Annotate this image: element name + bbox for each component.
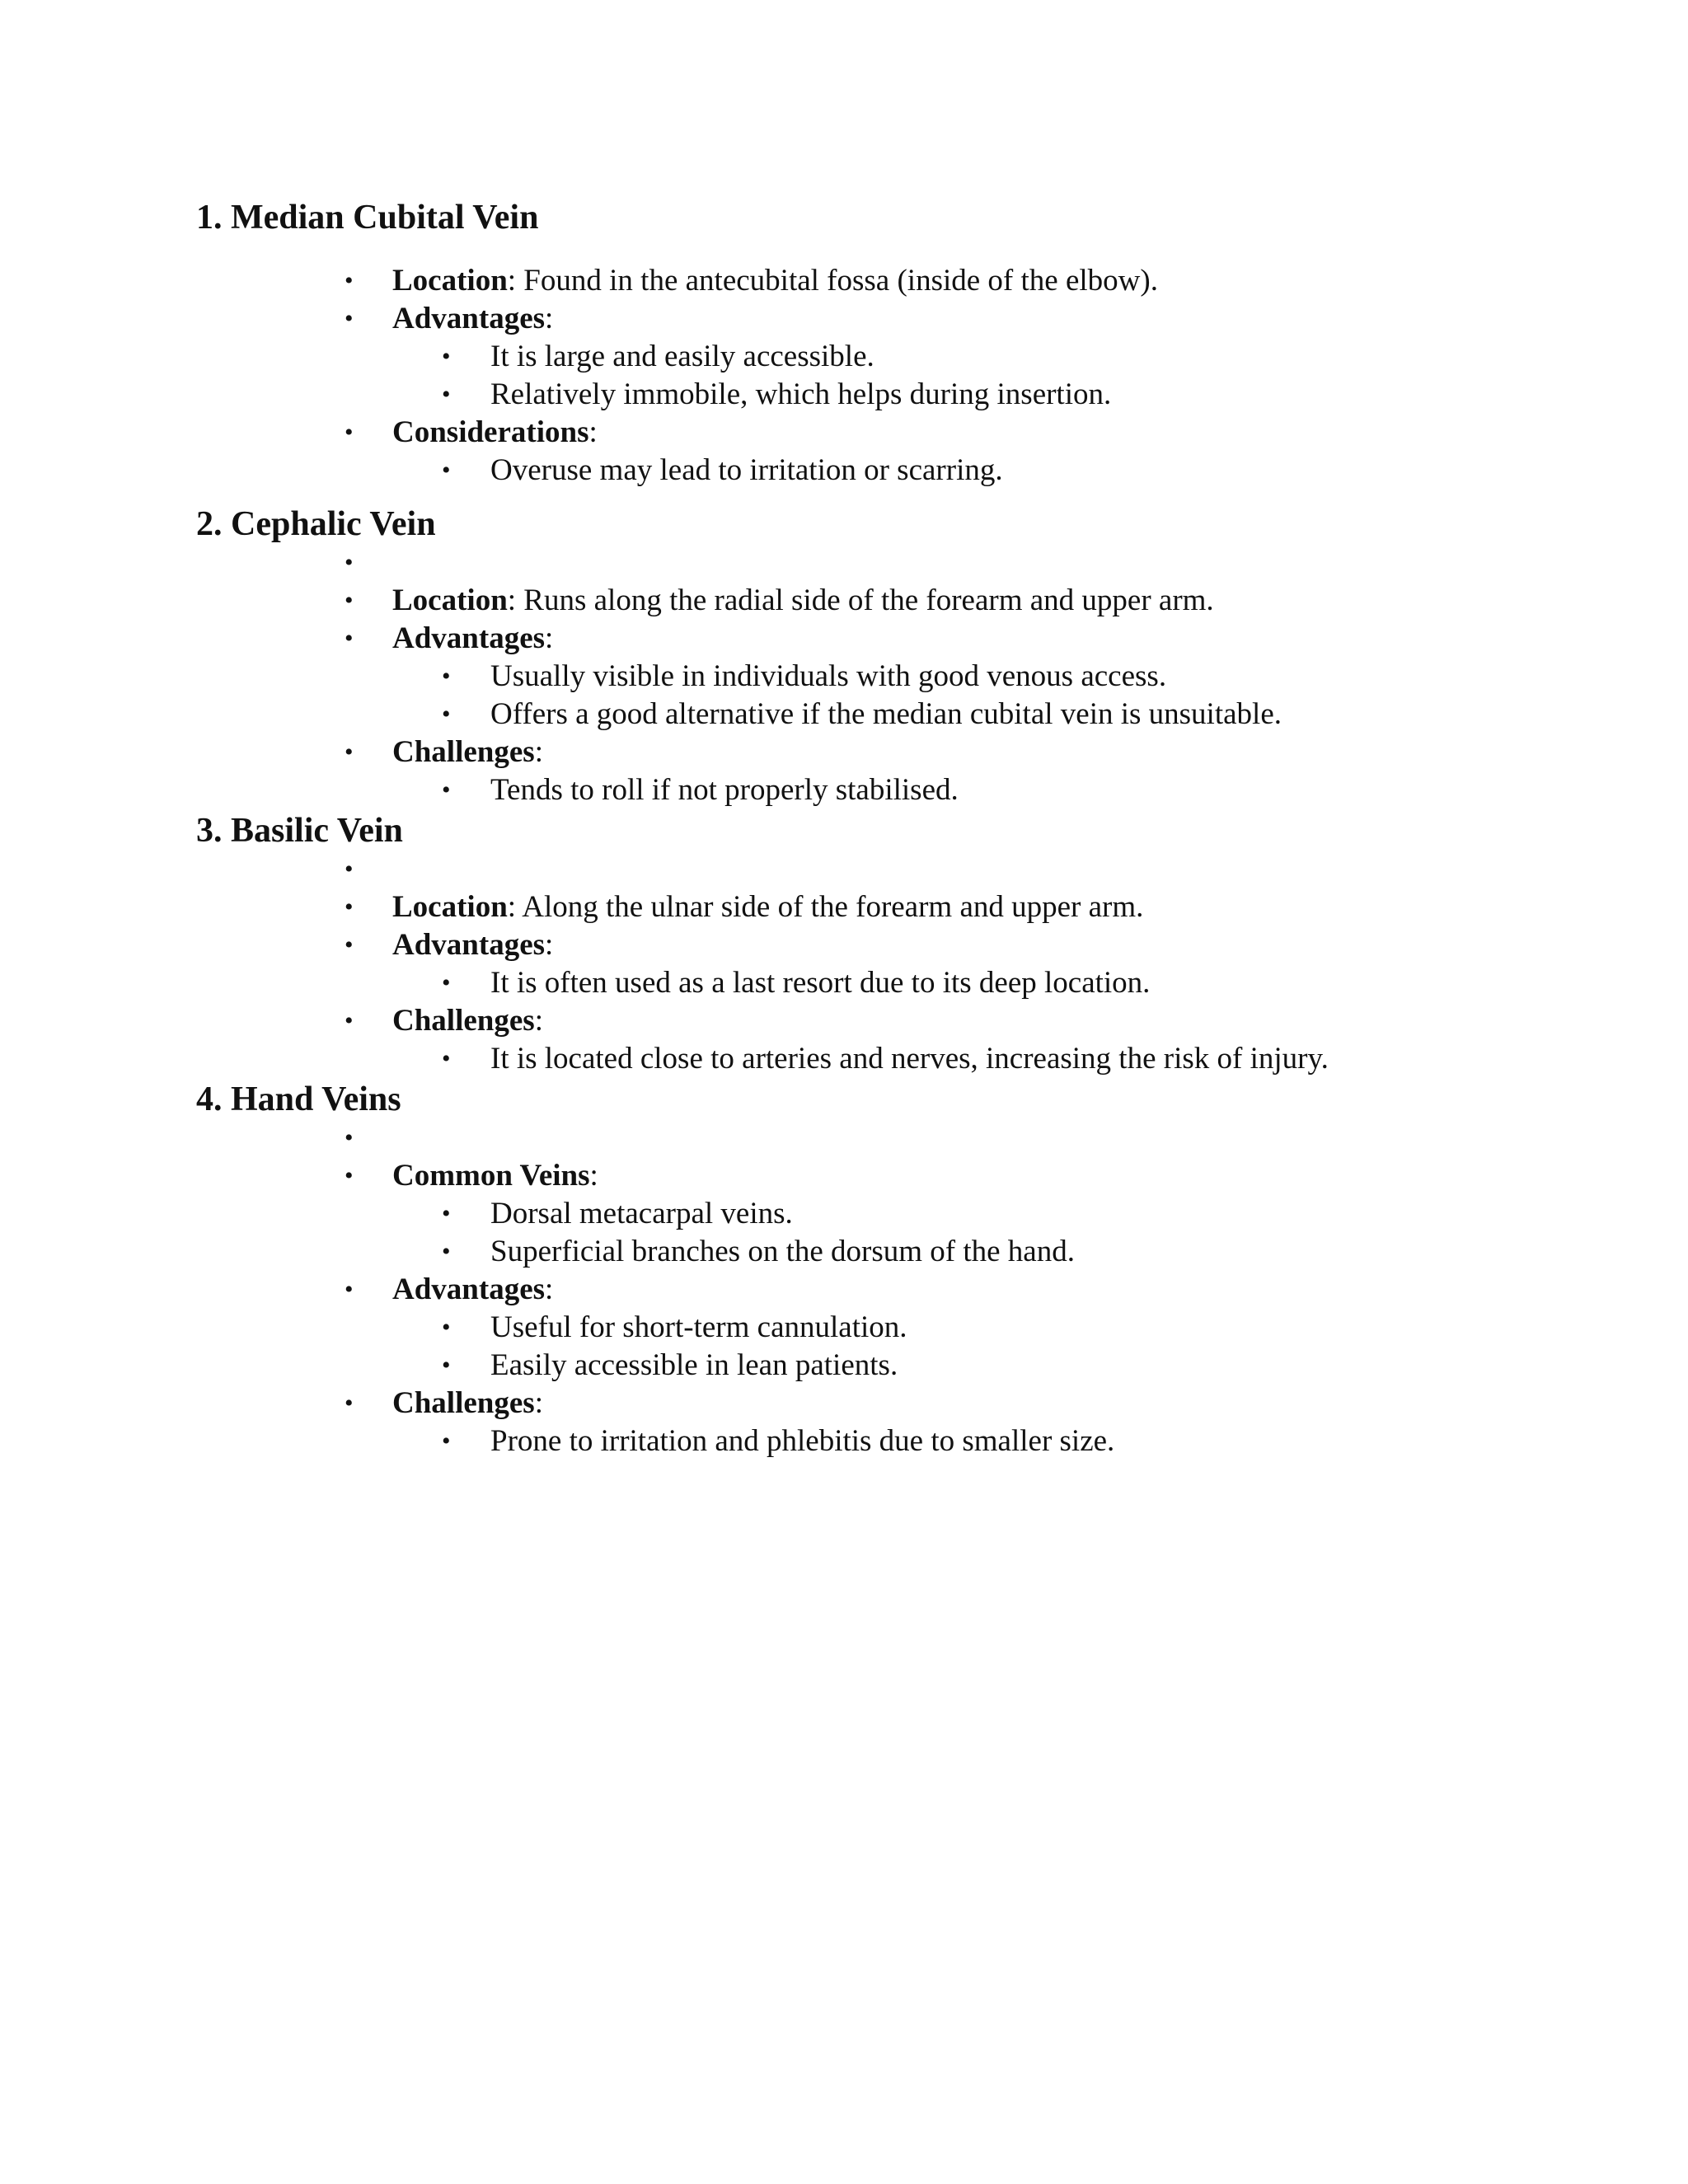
list-item-empty — [196, 851, 1515, 888]
item-colon: : — [534, 735, 543, 769]
section-list — [196, 851, 1515, 1078]
list-subitem — [196, 658, 1515, 696]
bullet-icon: • — [345, 1124, 354, 1151]
item-label: Considerations — [392, 415, 589, 449]
list-item-considerations — [196, 414, 1515, 452]
list-subitem — [196, 452, 1515, 490]
section-basilic-vein — [196, 811, 1515, 1078]
bullet-icon: • — [442, 1427, 451, 1455]
bullet-icon: • — [345, 1390, 354, 1417]
list-item-challenges — [196, 733, 1515, 771]
bullet-icon: • — [442, 343, 451, 370]
list-item-empty — [196, 544, 1515, 582]
section-heading: 1. Median Cubital Vein — [196, 199, 539, 237]
bullet-icon: • — [442, 776, 451, 804]
bullet-icon: • — [442, 1238, 451, 1265]
bullet-icon: • — [345, 855, 354, 883]
bullet-icon: • — [442, 381, 451, 408]
bullet-icon: • — [345, 549, 354, 576]
list-item-challenges — [196, 1385, 1515, 1422]
section-median-cubital-vein — [196, 198, 1515, 490]
list-item-advantages — [196, 1271, 1515, 1309]
list-subitem — [196, 1422, 1515, 1460]
list-subitem — [196, 338, 1515, 376]
subitem-text: Superficial branches on the dorsum of the hand. — [490, 1235, 1075, 1268]
bullet-icon: • — [442, 663, 451, 690]
bullet-icon: • — [345, 305, 354, 332]
item-label: Challenges — [392, 735, 535, 769]
item-label: Advantages — [392, 621, 546, 655]
item-label: Challenges — [392, 1386, 535, 1420]
section-list — [196, 1119, 1515, 1460]
section-hand-veins — [196, 1080, 1515, 1460]
item-colon: : — [588, 415, 598, 449]
bullet-icon: • — [345, 931, 354, 958]
bullet-icon: • — [345, 893, 354, 921]
item-colon: : — [534, 1004, 543, 1038]
list-item-common-veins — [196, 1157, 1515, 1195]
subitem-text: Offers a good alternative if the median cubital vein is unsuitable. — [490, 697, 1282, 731]
list-item-empty — [196, 1119, 1515, 1157]
bullet-icon: • — [442, 1352, 451, 1379]
bullet-icon: • — [345, 1007, 354, 1034]
section-heading: 2. Cephalic Vein — [196, 505, 436, 543]
subitem-text: Prone to irritation and phlebitis due to smaller size. — [490, 1424, 1115, 1458]
subitem-text: Overuse may lead to irritation or scarring. — [490, 453, 1003, 487]
item-label: Location — [392, 890, 508, 924]
item-label: Advantages — [392, 928, 546, 962]
list-subitem — [196, 1040, 1515, 1078]
list-item-advantages — [196, 300, 1515, 338]
subitem-text: It is located close to arteries and nerves, increasing the risk of injury. — [490, 1042, 1329, 1076]
item-colon: : — [545, 1272, 554, 1306]
section-cephalic-vein — [196, 504, 1515, 809]
item-text: : Found in the antecubital fossa (inside of the elbow). — [507, 264, 1158, 298]
bullet-icon: • — [345, 738, 354, 766]
subitem-text: It is often used as a last resort due to its deep location. — [490, 966, 1151, 1000]
item-colon: : — [545, 621, 554, 655]
subitem-text: It is large and easily accessible. — [490, 340, 874, 373]
subitem-text: Usually visible in individuals with good venous access. — [490, 659, 1167, 693]
bullet-icon: • — [442, 457, 451, 484]
list-item-advantages — [196, 926, 1515, 964]
bullet-icon: • — [345, 1162, 354, 1189]
list-subitem — [196, 696, 1515, 733]
section-heading: 3. Basilic Vein — [196, 812, 403, 850]
list-item-advantages — [196, 620, 1515, 658]
bullet-icon: • — [345, 267, 354, 294]
item-label: Location — [392, 264, 508, 298]
item-colon: : — [589, 1159, 598, 1193]
list-item-location — [196, 888, 1515, 926]
bullet-icon: • — [345, 419, 354, 446]
item-colon: : — [534, 1386, 543, 1420]
item-label: Advantages — [392, 302, 546, 335]
bullet-icon: • — [345, 1276, 354, 1303]
list-item-location — [196, 262, 1515, 300]
subitem-text: Relatively immobile, which helps during insertion. — [490, 377, 1112, 411]
list-subitem — [196, 1233, 1515, 1271]
item-colon: : — [545, 302, 554, 335]
bullet-icon: • — [345, 587, 354, 614]
item-text: : Along the ulnar side of the forearm and upper arm. — [507, 890, 1144, 924]
bullet-icon: • — [442, 1045, 451, 1072]
bullet-icon: • — [345, 625, 354, 652]
subitem-text: Dorsal metacarpal veins. — [490, 1197, 793, 1230]
bullet-icon: • — [442, 969, 451, 996]
item-label: Challenges — [392, 1004, 535, 1038]
subitem-text: Tends to roll if not properly stabilised. — [490, 773, 959, 807]
subitem-text: Easily accessible in lean patients. — [490, 1348, 898, 1382]
subitem-text: Useful for short-term cannulation. — [490, 1310, 907, 1344]
item-label: Advantages — [392, 1272, 546, 1306]
list-subitem — [196, 1347, 1515, 1385]
item-label: Location — [392, 583, 508, 617]
section-list — [196, 544, 1515, 809]
list-item-location — [196, 582, 1515, 620]
bullet-icon: • — [442, 701, 451, 728]
item-label: Common Veins — [392, 1159, 590, 1193]
bullet-icon: • — [442, 1200, 451, 1227]
section-heading: 4. Hand Veins — [196, 1080, 401, 1118]
list-subitem — [196, 376, 1515, 414]
list-item-challenges — [196, 1002, 1515, 1040]
bullet-icon: • — [442, 1314, 451, 1341]
list-subitem — [196, 964, 1515, 1002]
item-text: : Runs along the radial side of the forearm and upper arm. — [507, 583, 1214, 617]
item-colon: : — [545, 928, 554, 962]
list-subitem — [196, 1195, 1515, 1233]
list-subitem — [196, 771, 1515, 809]
list-subitem — [196, 1309, 1515, 1347]
section-list — [196, 262, 1515, 490]
